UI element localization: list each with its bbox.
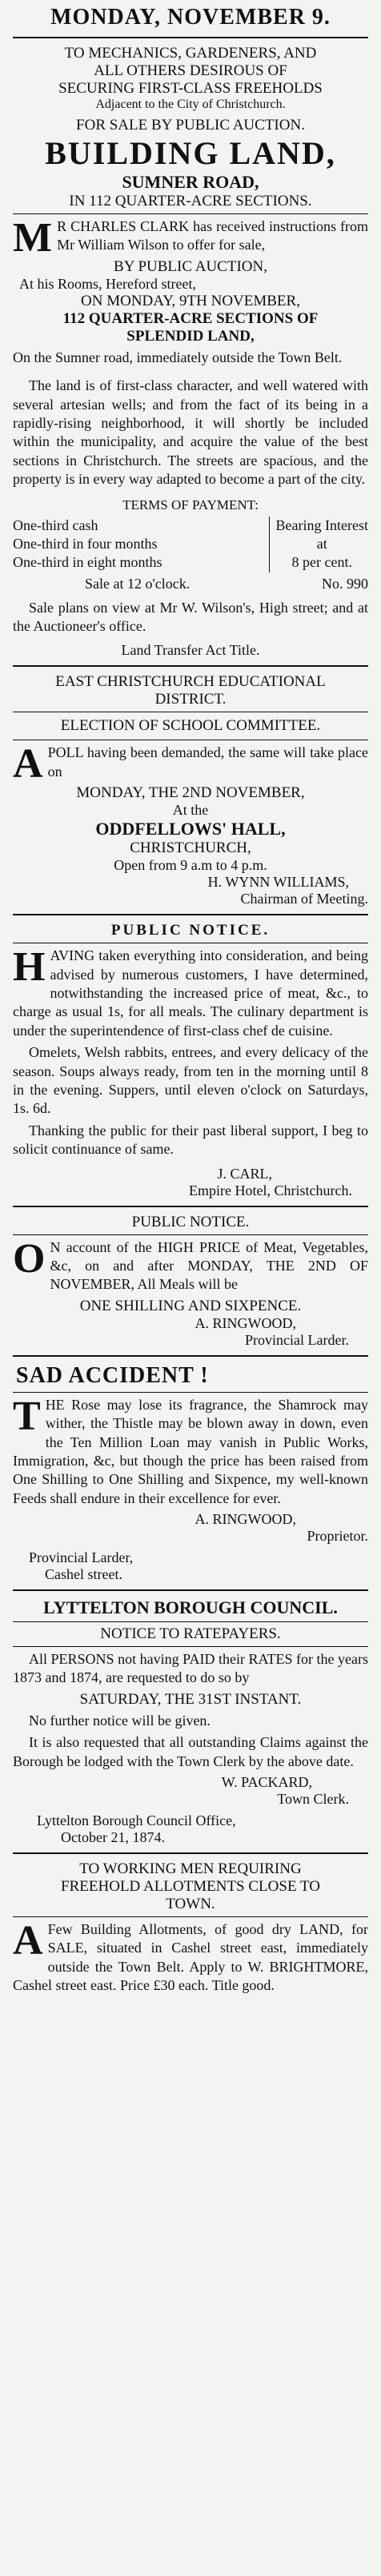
price-notice xyxy=(13,1214,368,1349)
divider xyxy=(13,1646,368,1647)
newspaper-column xyxy=(13,0,368,1996)
allotments-head-2: FREEHOLD ALLOTMENTS CLOSE TO xyxy=(61,1878,320,1896)
auction-body-2: The land is of first-class character, and well watered with several artesian wells; and from the fact of its being in a rapidly-rising neighborhood, it will shortly be included within the municipality, and acquire the value of the best sections in Christchurch. The streets are spacious, and the property is in every way adapted to become a part of the city. xyxy=(13,377,368,488)
election-title: ELECTION OF SCHOOL COMMITTEE. xyxy=(60,717,321,735)
election-monday: MONDAY, THE 2ND NOVEMBER, xyxy=(76,784,305,802)
accident-body: THE Rose may lose its fragrance, the Shamrock may wither, the Thistle may be blown away in down, even the Ten Million Loan may vanish in Public Works, Immigration, &c, but though the price has been raised from One Shilling to One Shilling and Sixpence, my well-known Feeds shall endure in their excellence for ever. xyxy=(13,1393,368,1506)
to-line-1: TO MECHANICS, GARDENERS, AND xyxy=(64,45,317,62)
allotments-body: AFew Building Allotments, of good dry LAND, for SALE, situated in Cashel street east, immediately outside the Town Belt. Apply to W. BRIGHTMORE, Cashel street east. Price £30 each. Title good. xyxy=(13,1918,368,1994)
election-at: At the xyxy=(172,802,209,819)
accident-signatory: A. RINGWOOD, xyxy=(195,1511,296,1528)
divider xyxy=(13,1852,368,1854)
price-notice-heading: PUBLIC NOTICE. xyxy=(131,1213,250,1230)
council-role: Town Clerk. xyxy=(277,1791,349,1808)
council-heading: LYTTELTON BOROUGH COUNCIL. xyxy=(43,1597,338,1618)
land-auction-advert xyxy=(13,5,368,659)
for-sale-line: FOR SALE BY PUBLIC AUCTION. xyxy=(76,117,305,134)
allotments-head-1: TO WORKING MEN REQUIRING xyxy=(79,1860,302,1878)
divider xyxy=(13,1234,368,1235)
interest-2: at xyxy=(316,535,327,552)
transfer-line: Land Transfer Act Title. xyxy=(121,642,260,659)
advert-title: BUILDING LAND, xyxy=(45,135,336,171)
on-sumner-line: On the Sumner road, immediately outside the Town Belt. xyxy=(13,349,343,365)
council-office: Lyttelton Borough Council Office, xyxy=(37,1812,236,1829)
notice-body-1: HAVING taken everything into consideration, and being advised by numerous customers, I have determined, notwithstanding the increased price of meat, &c., to charge as usual 1s, for all meals. The culinary department is under the superintendence of first-class chef de cuisine. xyxy=(13,944,368,1039)
price-signatory: A. RINGWOOD, xyxy=(195,1314,296,1331)
to-line-3: SECURING FIRST-CLASS FREEHOLDS xyxy=(58,80,323,97)
interest-3: 8 per cent. xyxy=(291,554,352,571)
price-notice-body: ON account of the HIGH PRICE of Meat, Vegetables, &c, on and after MONDAY, THE 2ND OF NOVEMBER, All Meals will be xyxy=(13,1235,368,1293)
notice-body-2: Omelets, Welsh rabbits, entrees, and every delicacy of the season. Soups always ready, from ten in the morning until 8 in the evening. Suppers, until eleven o'clock on Saturdays, 1s. 6d. xyxy=(13,1044,368,1117)
divider xyxy=(13,1589,368,1591)
allotments-advert xyxy=(13,1860,368,1996)
council-signatory: W. PACKARD, xyxy=(221,1774,312,1791)
term-3: One-third in eight months xyxy=(13,554,162,571)
terms-heading: TERMS OF PAYMENT: xyxy=(122,496,259,512)
notice-heading: PUBLIC NOTICE. xyxy=(110,922,271,939)
ref-number: No. 990 xyxy=(322,575,368,592)
term-2: One-third in four months xyxy=(13,535,158,552)
council-body-2: No further notice will be given. xyxy=(29,1712,211,1729)
auction-body-1: MR CHARLES CLARK has received instructions from Mr William Wilson to offer for sale, xyxy=(13,215,368,261)
price-line: ONE SHILLING AND SIXPENCE. xyxy=(79,1297,302,1314)
by-auction-line: BY PUBLIC AUCTION, xyxy=(114,257,267,275)
accident-foot-1: Provincial Larder, xyxy=(29,1549,134,1566)
divider xyxy=(13,1916,368,1917)
notice-signatory: J. CARL, xyxy=(217,1165,272,1182)
rooms-line: At his Rooms, Hereford street, xyxy=(19,275,196,292)
sections-line-1: 112 QUARTER-ACRE SECTIONS OF xyxy=(62,309,319,327)
sad-accident-advert xyxy=(13,1363,368,1583)
council-subheading: NOTICE TO RATEPAYERS. xyxy=(100,1625,281,1643)
election-head-1: EAST CHRISTCHURCH EDUCATIONAL xyxy=(55,673,326,691)
election-city: CHRISTCHURCH, xyxy=(130,839,251,857)
terms-table xyxy=(13,516,368,572)
sections-line: IN 112 QUARTER-ACRE SECTIONS. xyxy=(69,193,312,209)
empire-hotel-notice xyxy=(13,922,368,1198)
accident-role: Proprietor. xyxy=(307,1528,368,1545)
on-monday-line: ON MONDAY, 9TH NOVEMBER, xyxy=(81,292,300,309)
divider xyxy=(13,1206,368,1207)
election-signatory: H. WYNN WILLIAMS, xyxy=(207,874,349,891)
accident-foot-2: Cashel street. xyxy=(45,1566,122,1583)
divider xyxy=(13,1392,368,1393)
allotments-head-3: TOWN. xyxy=(166,1896,215,1913)
election-hours: Open from 9 a.m to 4 p.m. xyxy=(114,857,267,874)
adjacent-line: Adjacent to the City of Christchurch. xyxy=(95,98,286,111)
divider xyxy=(13,1621,368,1622)
school-election-advert xyxy=(13,673,368,907)
council-body-1: All PERSONS not having PAID their RATES for the years 1873 and 1874, are requested to do so by xyxy=(13,1651,368,1686)
council-office-date: October 21, 1874. xyxy=(61,1829,165,1846)
sale-time: Sale at 12 o'clock. xyxy=(85,575,190,592)
election-body: APOLL having been demanded, the same will take place on xyxy=(13,741,368,788)
to-line-2: ALL OTHERS DESIROUS OF xyxy=(94,62,287,79)
divider xyxy=(13,665,368,667)
election-hall: ODDFELLOWS' HALL, xyxy=(95,819,286,839)
election-role: Chairman of Meeting. xyxy=(240,891,368,907)
interest-1: Bearing Interest xyxy=(275,516,368,533)
divider xyxy=(13,1355,368,1357)
council-body-3: It is also requested that all outstanding Claims against the Borough be lodged with the Town Clerk by the above date. xyxy=(13,1734,368,1769)
term-1: One-third cash xyxy=(13,516,98,533)
divider xyxy=(13,37,368,38)
council-date: SATURDAY, THE 31ST INSTANT. xyxy=(79,1690,302,1708)
sections-line-2: SPLENDID LAND, xyxy=(126,327,255,345)
date-heading: MONDAY, NOVEMBER 9. xyxy=(50,5,331,30)
borough-council-notice xyxy=(13,1597,368,1846)
plans-line: Sale plans on view at Mr W. Wilson's, High street; and at the Auctioneer's office. xyxy=(13,599,368,635)
divider xyxy=(13,213,368,214)
price-role: Provincial Larder. xyxy=(245,1331,349,1348)
notice-place: Empire Hotel, Christchurch. xyxy=(189,1182,352,1198)
divider xyxy=(13,914,368,915)
road-line: SUMNER ROAD, xyxy=(122,172,259,192)
notice-body-3: Thanking the public for their past liberal support, I beg to solicit continuance of same. xyxy=(13,1122,368,1158)
accident-heading: SAD ACCIDENT ! xyxy=(16,1362,209,1388)
election-head-2: DISTRICT. xyxy=(154,691,227,708)
